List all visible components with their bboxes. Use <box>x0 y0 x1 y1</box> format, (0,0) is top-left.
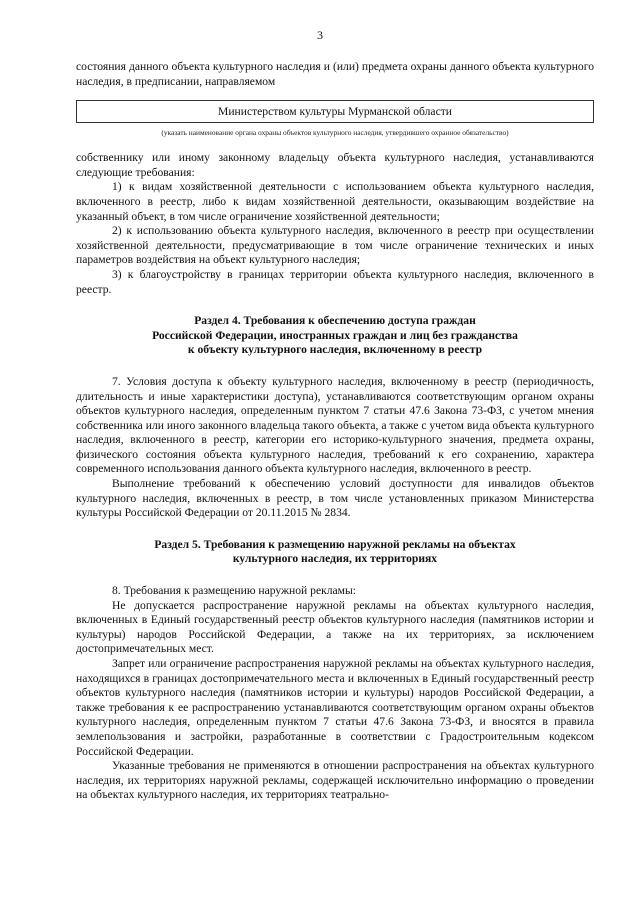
page-content <box>76 60 594 803</box>
authority-note: (указать наименование органа охраны объектов культурного наследия, утвердившего охранное обязательство) <box>161 128 509 138</box>
section-4-heading-line: Раздел 4. Требования к обеспечению доступа граждан <box>194 314 476 328</box>
section-4-heading-line: Российской Федерации, иностранных граждан и лиц без гражданства <box>152 328 518 342</box>
requirement-2: 2) к использованию объекта культурного наследия, включенного в реестр при осуществлении хозяйственной деятельности, предусматривающие в том числе ограничение технических и иных параметров воздействия на объект культурного наследия; <box>76 224 594 267</box>
requirement-3: 3) к благоустройству в границах территории объекта культурного наследия, включенного в реестр. <box>76 267 594 296</box>
section-5-heading <box>76 538 594 567</box>
requirement-1: 1) к видам хозяйственной деятельности с использованием объекта культурного наследия, включенного в реестр, либо к видам хозяйственной деятельности, оказывающим воздействие на указанный объект, в том числе ограничение хозяйственной деятельности; <box>76 180 594 223</box>
section-4-heading <box>76 314 594 358</box>
section-4-heading-line: к объекту культурного наследия, включенному в реестр <box>187 343 483 357</box>
paragraph-8: 8. Требования к размещению наружной рекламы: <box>112 584 357 598</box>
paragraph-8-restriction: Запрет или ограничение распространения наружной рекламы на объектах культурного наследия, находящихся в границах достопримечательного места и включенных в Единый государственный реестр объектов культурного наследия (памятников истории и культуры) народов Российской Федерации, а также требования к ее распространению устанавливаются соответствующим органом охраны объектов культурного наследия, определенным пунктом 7 статьи 47.6 Закона 73-ФЗ, и вносятся в правила землепользования и застройки, разработанные в соответствии с Градостроительным кодексом Российской Федерации. <box>76 657 594 758</box>
section-5-heading-line: Раздел 5. Требования к размещению наружной рекламы на объектах <box>154 537 516 551</box>
intro-paragraph: состояния данного объекта культурного наследия и (или) предмета охраны данного объекта культурного наследия, в предписании, направляемом <box>76 60 594 88</box>
paragraph-7-accessibility: Выполнение требований к обеспечению условий доступности для инвалидов объектов культурного наследия, включенных в реестр, в том числе установленных приказом Министерства культуры Российской Федерации от 20.11.2015 № 2834. <box>76 477 594 520</box>
authority-box: Министерством культуры Мурманской области <box>76 100 594 123</box>
paragraph-8-prohibition: Не допускается распространение наружной рекламы на объектах культурного наследия, включенных в Единый государственный реестр объектов культурного наследия (памятников истории и культуры) народов Российской Федерации, а также на их территориях, за исключением достопримечательных мест. <box>76 598 594 656</box>
paragraph-8-exceptions: Указанные требования не применяются в отношении распространения на объектах культурного наследия, их территориях наружной рекламы, содержащей исключительно информацию о проведении на объектах культурного наследия, их территориях театрально- <box>76 759 594 802</box>
section-5-heading-line: культурного наследия, их территориях <box>232 552 438 566</box>
page-number: 3 <box>317 28 323 42</box>
paragraph-7: 7. Условия доступа к объекту культурного наследия, включенному в реестр (периодичность, длительность и иные характеристики доступа), устанавливаются соответствующим органом охраны объектов культурного наследия, определенным пунктом 7 статьи 47.6 Закона 73-ФЗ, с учетом мнения собственника или иного законного владельца такого объекта, а также с учетом вида объекта культурного наследия, включенного в реестр, категории его историко-культурного значения, предмета охраны, физического состояния объекта культурного наследия, требований к его сохранению, характера современного использования данного объекта культурного наследия, включенного в реестр. <box>76 374 594 476</box>
owner-paragraph: собственнику или иному законному владельцу объекта культурного наследия, устанавливаются следующие требования: <box>76 151 594 179</box>
